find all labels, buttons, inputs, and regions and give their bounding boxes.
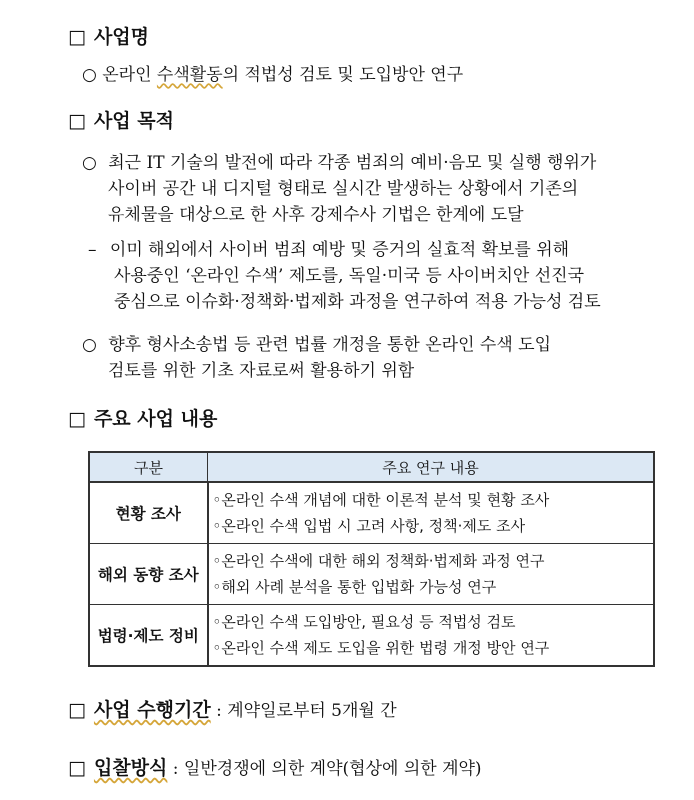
table-item: ◦온라인 수색 도입방안, 필요성 등 적법성 검토: [212, 613, 516, 631]
table-header-row: [89, 452, 654, 482]
table-items-cell: [208, 605, 655, 667]
colon: :: [167, 759, 184, 779]
circle-bullet-icon: ○: [82, 335, 97, 355]
purpose-line: ○ 최근 IT 기술의 발전에 따라 각종 범죄의 예비·음모 및 실행 행위가: [82, 153, 597, 173]
table-item: ◦해외 사례 분석을 통한 입법화 가능성 연구: [212, 578, 497, 596]
table-category-cell: 현황 조사: [89, 482, 208, 544]
table-row: [89, 605, 654, 667]
checkbox-square-icon: □: [68, 110, 86, 132]
checkbox-square-icon: □: [68, 757, 86, 779]
name-text-plain: 온라인: [102, 65, 157, 85]
table-category-cell: 법령·제도 정비: [89, 605, 208, 667]
section-heading-purpose: [68, 106, 174, 133]
section-title: 입찰방식: [93, 757, 168, 779]
table-item: ◦온라인 수색 입법 시 고려 사항, 정책·제도 조사: [212, 517, 526, 535]
table-item: ◦온라인 수색에 대한 해외 정책화·법제화 과정 연구: [212, 552, 545, 570]
purpose-line: 중심으로 이슈화·정책화·법제화 과정을 연구하여 적용 가능성 검토: [114, 292, 601, 312]
purpose-line: 사용중인 ‘온라인 수색’ 제도를, 독일·미국 등 사이버치안 선진국: [114, 266, 584, 286]
checkbox-square-icon: □: [68, 26, 86, 48]
dash-bullet-icon: –: [88, 240, 97, 260]
table-items-cell: [208, 544, 655, 605]
checkbox-square-icon: □: [68, 699, 86, 721]
section-title: 사업 수행기간: [93, 699, 211, 721]
name-line: [82, 60, 463, 85]
purpose-line: ○ 향후 형사소송법 등 관련 법률 개정을 통한 온라인 수색 도입: [82, 335, 552, 355]
circle-bullet-icon: ○: [82, 65, 97, 85]
purpose-line: – 이미 해외에서 사이버 범죄 예방 및 증거의 실효적 확보를 위해: [88, 240, 570, 260]
table-row: [89, 482, 654, 544]
section-heading-name: [68, 22, 149, 49]
section-title: 사업명: [93, 26, 150, 48]
section-heading-content: [68, 404, 217, 431]
table-item: ◦온라인 수색 제도 도입을 위한 법령 개정 방안 연구: [212, 639, 550, 657]
research-table: [88, 451, 655, 667]
section-title: 사업 목적: [93, 110, 174, 132]
purpose-line: 검토를 위한 기초 자료로써 활용하기 위함: [108, 361, 415, 381]
table-row: [89, 544, 654, 605]
circle-bullet-icon: ○: [82, 153, 97, 173]
table-header-cell: 구분: [89, 452, 208, 482]
name-text-squiggle: 수색활동: [156, 65, 223, 85]
table-category-cell: 해외 동향 조사: [89, 544, 208, 605]
purpose-line: 사이버 공간 내 디지털 형태로 실시간 발생하는 상황에서 기존의: [108, 179, 579, 199]
colon: :: [210, 701, 228, 721]
bidding-text: 일반경쟁에 의한 계약(협상에 의한 계약): [183, 759, 482, 779]
section-heading-bidding: [68, 753, 482, 780]
section-title: 주요 사업 내용: [93, 408, 218, 430]
period-text: 계약일로부터 5개월 간: [227, 701, 397, 721]
table-item: ◦온라인 수색 개념에 대한 이론적 분석 및 현황 조사: [212, 491, 550, 509]
purpose-line: 유체물을 대상으로 한 사후 강제수사 기법은 한계에 도달: [108, 205, 524, 225]
table-items-cell: [208, 482, 655, 544]
name-text-rest: 의 적법성 검토 및 도입방안 연구: [222, 65, 464, 85]
section-heading-period: [68, 695, 397, 722]
checkbox-square-icon: □: [68, 408, 86, 430]
table-header-cell: 주요 연구 내용: [208, 452, 655, 482]
